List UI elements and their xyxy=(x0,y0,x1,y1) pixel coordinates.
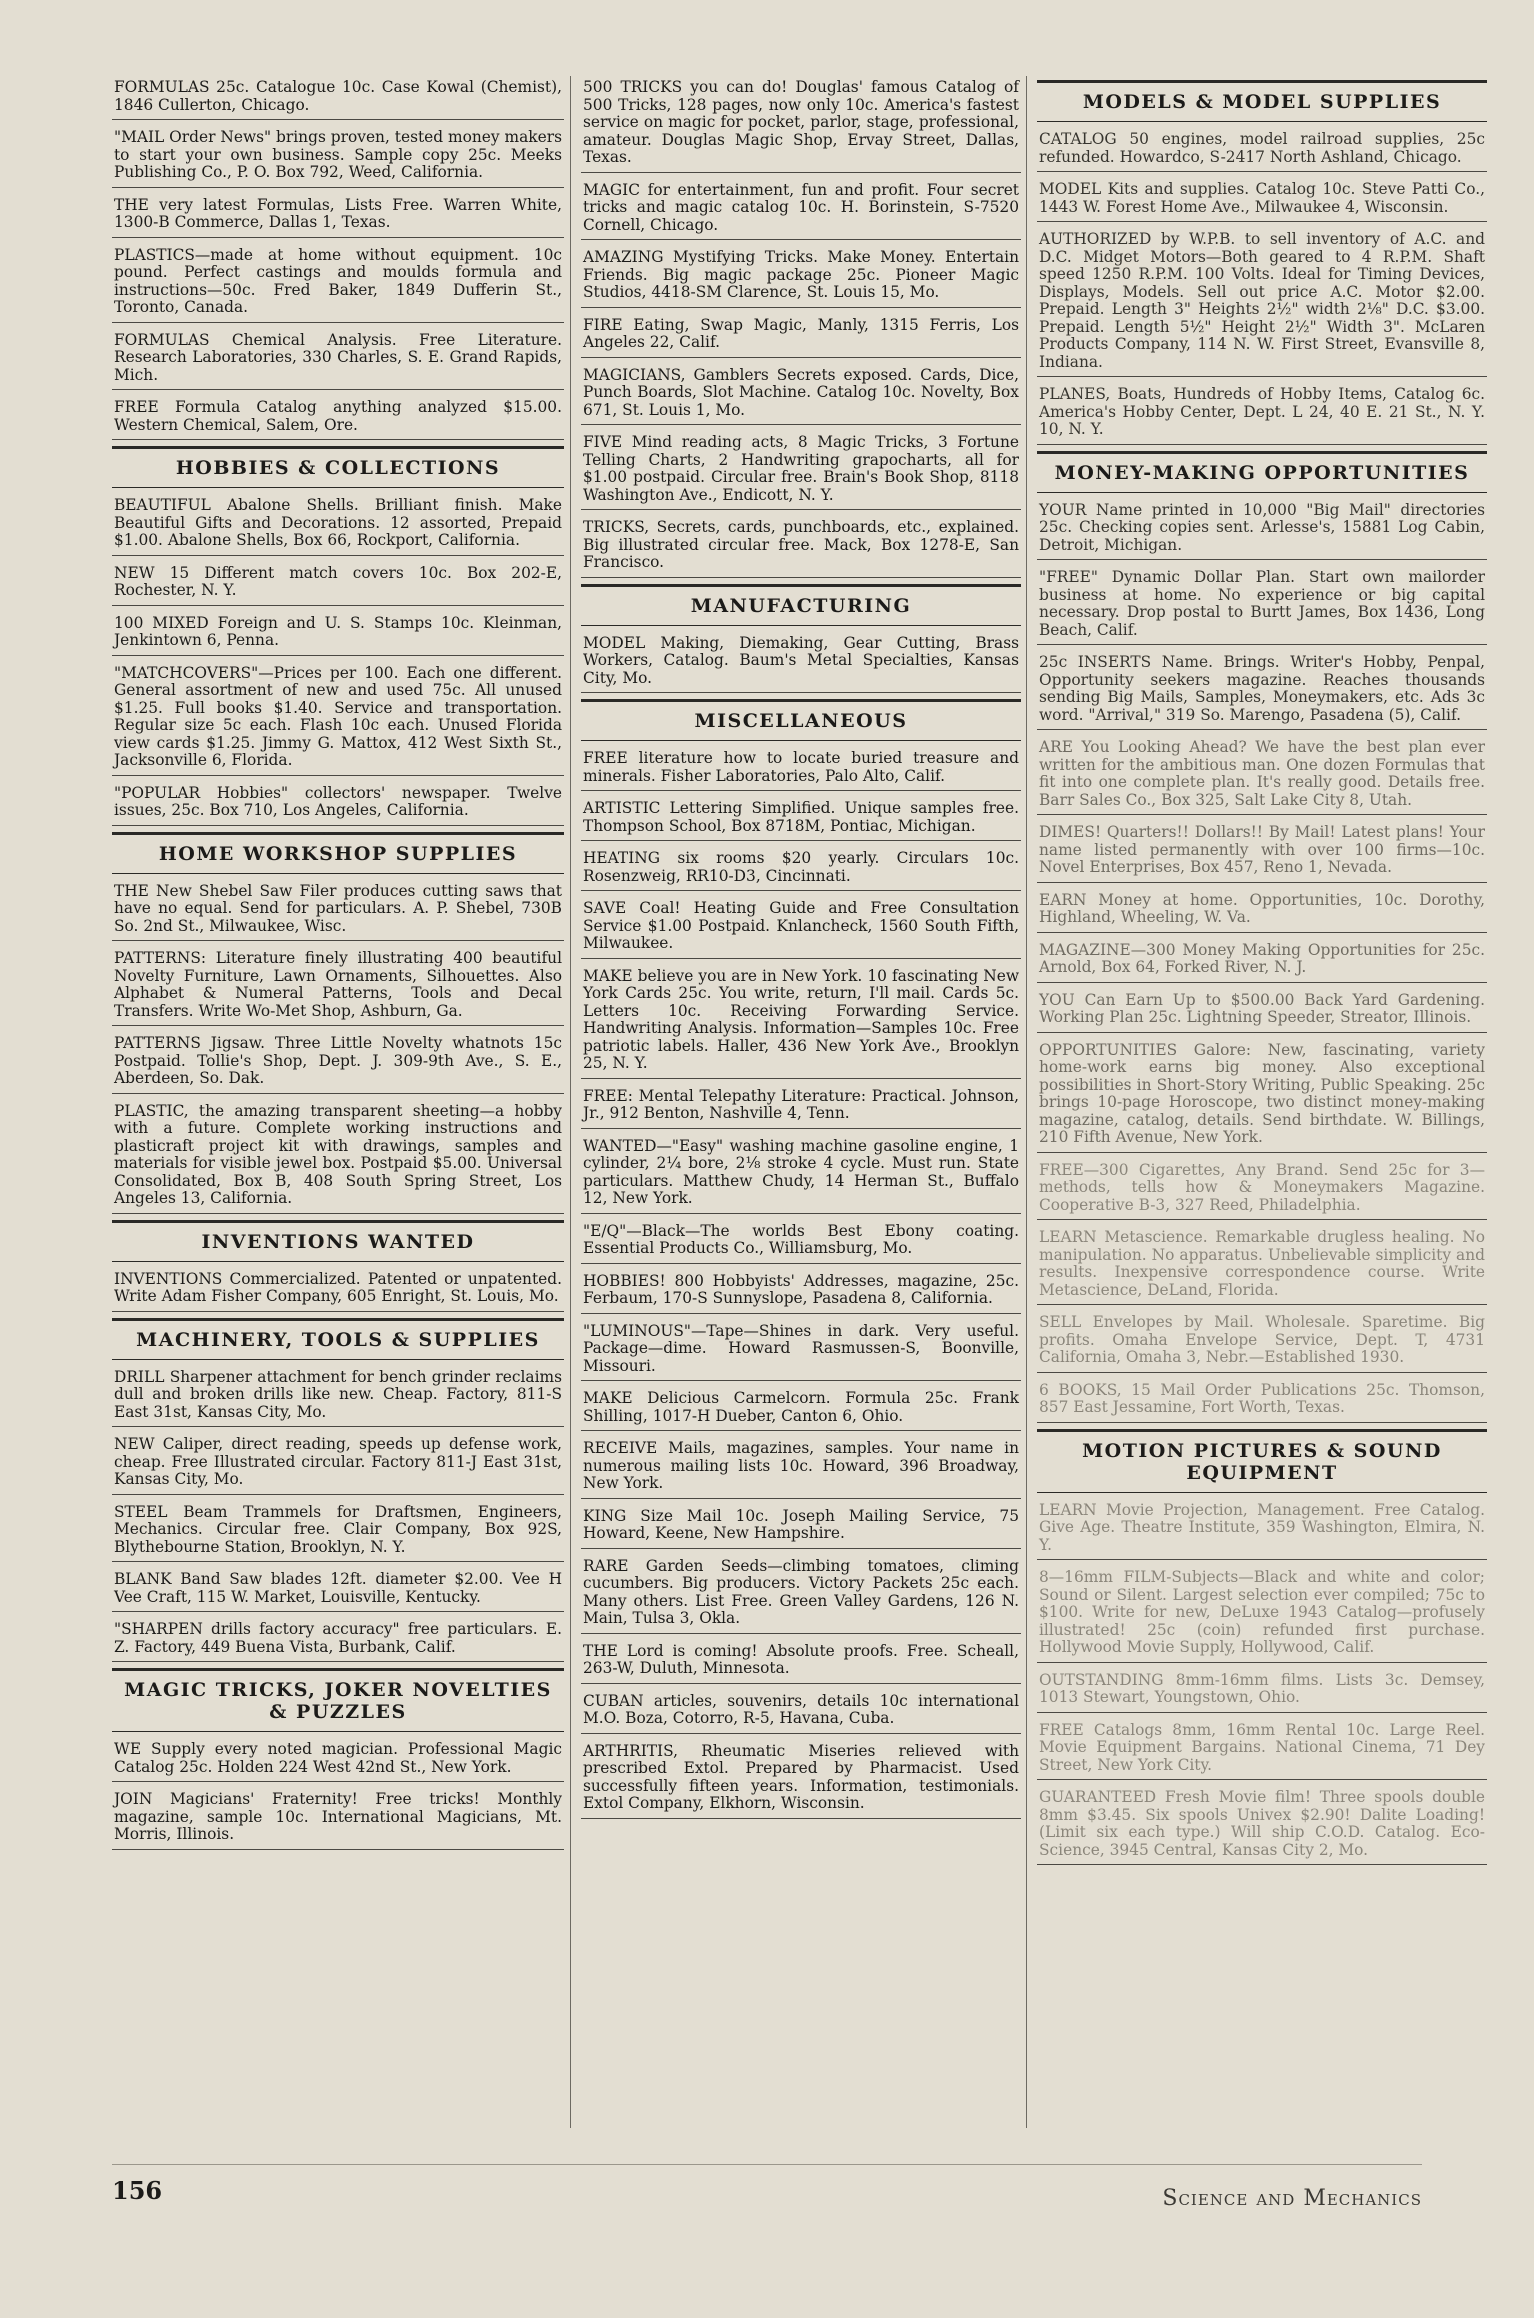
classified-ad: FREE Formula Catalog anything analyzed $15.00. Western Chemical, Salem, Ore. xyxy=(112,396,564,440)
classified-ad: DIMES! Quarters!! Dollars!! By Mail! Latest plans! Your name listed permanently with over 100 firms—10c. Novel Enterprises, Box 457, Reno 1, Nevada. xyxy=(1037,821,1487,883)
classified-ad: YOUR Name printed in 10,000 "Big Mail" directories 25c. Checking copies sent. Arlesse's, 15881 Log Cabin, Detroit, Michigan. xyxy=(1037,499,1487,561)
classified-ad: "POPULAR Hobbies" collectors' newspaper. Twelve issues, 25c. Box 710, Los Angeles, California. xyxy=(112,782,564,826)
classified-ad: 6 BOOKS, 15 Mail Order Publications 25c. Thomson, 857 East Jessamine, Fort Worth, Texas. xyxy=(1037,1379,1487,1423)
classified-ad: PLANES, Boats, Hundreds of Hobby Items, Catalog 6c. America's Hobby Center, Dept. L 24, 40 E. 21 St., N. Y. 10, N. Y. xyxy=(1037,383,1487,445)
classified-ad: RARE Garden Seeds—climbing tomatoes, climing cucumbers. Big producers. Victory Packets 25c each. Many others. List Free. Green Valley Gardens, 126 N. Main, Tulsa 3, Okla. xyxy=(581,1555,1021,1634)
classified-ad: INVENTIONS Commercialized. Patented or unpatented. Write Adam Fisher Company, 605 Enright, St. Louis, Mo. xyxy=(112,1268,564,1312)
classified-ad: MODEL Making, Diemaking, Gear Cutting, Brass Workers, Catalog. Baum's Metal Specialties, Kansas City, Mo. xyxy=(581,632,1021,694)
classified-ad: MAKE Delicious Carmelcorn. Formula 25c. Frank Shilling, 1017-H Dueber, Canton 6, Ohio. xyxy=(581,1387,1021,1431)
column-left xyxy=(112,76,564,2128)
classified-ad: PATTERNS: Literature finely illustrating 400 beautiful Novelty Furniture, Lawn Ornaments, Silhouettes. Also Alphabet & Numeral Patterns, Tools and Decal Transfers. Write Wo-Met Shop, Ashburn, Ga. xyxy=(112,947,564,1026)
column-middle xyxy=(570,76,1021,2128)
classified-ad: STEEL Beam Trammels for Draftsmen, Engineers, Mechanics. Circular free. Clair Company, Box 92S, Blythebourne Station, Brooklyn, N. Y. xyxy=(112,1501,564,1563)
classified-ad: JOIN Magicians' Fraternity! Free tricks! Monthly magazine, sample 10c. International Magicians, Mt. Morris, Illinois. xyxy=(112,1788,564,1850)
classified-ad: DRILL Sharpener attachment for bench grinder reclaims dull and broken drills like new. Cheap. Factory, 811-S East 31st, Kansas City, Mo. xyxy=(112,1366,564,1428)
classified-ad: MAKE believe you are in New York. 10 fascinating New York Cards 25c. You write, return, I'll mail. Cards 5c. Letters 10c. Receiving Forwarding Service. Handwriting Analysis. Information—Samples 10c. Free patriotic labels. Haller, 436 New York Ave., Brooklyn 25, N. Y. xyxy=(581,965,1021,1079)
section-heading: HOME WORKSHOP SUPPLIES xyxy=(112,832,564,874)
classified-ad: FREE—300 Cigarettes, Any Brand. Send 25c for 3—methods, tells how & Moneymakers Magazine. Cooperative B-3, 327 Reed, Philadelphia. xyxy=(1037,1159,1487,1221)
section-heading: MANUFACTURING xyxy=(581,584,1021,626)
classified-ad: HOBBIES! 800 Hobbyists' Addresses, magazine, 25c. Ferbaum, 170-S Sunnyslope, Pasadena 8, California. xyxy=(581,1270,1021,1314)
classified-ad: WANTED—"Easy" washing machine gasoline engine, 1 cylinder, 2¼ bore, 2⅛ stroke 4 cycle. Must run. State particulars. Matthew Chudy, 14 Herman St., Buffalo 12, New York. xyxy=(581,1135,1021,1214)
classified-ad: PLASTIC, the amazing transparent sheeting—a hobby with a future. Complete working instructions and plasticraft project kit with drawings, samples and materials for visible jewel box. Postpaid $5.00. Universal Consolidated, Box B, 408 South Spring Street, Los Angeles 13, California. xyxy=(112,1100,564,1214)
classified-ad: TRICKS, Secrets, cards, punchboards, etc., explained. Big illustrated circular free. Mack, Box 1278-E, San Francisco. xyxy=(581,516,1021,578)
classified-ad: FREE Catalogs 8mm, 16mm Rental 10c. Large Reel. Movie Equipment Bargains. National Cinema, 71 Dey Street, New York City. xyxy=(1037,1719,1487,1781)
classified-ad: FORMULAS 25c. Catalogue 10c. Case Kowal (Chemist), 1846 Cullerton, Chicago. xyxy=(112,76,564,120)
section-heading: MAGIC TRICKS, JOKER NOVELTIES & PUZZLES xyxy=(112,1668,564,1732)
classified-ad: FIRE Eating, Swap Magic, Manly, 1315 Ferris, Los Angeles 22, Calif. xyxy=(581,314,1021,358)
classified-ad: MODEL Kits and supplies. Catalog 10c. Steve Patti Co., 1443 W. Forest Home Ave., Milwaukee 4, Wisconsin. xyxy=(1037,178,1487,222)
classified-ad: LEARN Movie Projection, Management. Free Catalog. Give Age. Theatre Institute, 359 Washington, Elmira, N. Y. xyxy=(1037,1499,1487,1561)
classified-ad: PATTERNS Jigsaw. Three Little Novelty whatnots 15c Postpaid. Tollie's Shop, Dept. J. 309-9th Ave., S. E., Aberdeen, So. Dak. xyxy=(112,1032,564,1094)
classified-ad: "FREE" Dynamic Dollar Plan. Start own mailorder business at home. No experience or big capital necessary. Drop postal to Burtt James, Box 1436, Long Beach, Calif. xyxy=(1037,566,1487,645)
classified-ad: THE very latest Formulas, Lists Free. Warren White, 1300-B Commerce, Dallas 1, Texas. xyxy=(112,194,564,238)
classified-ad: BLANK Band Saw blades 12ft. diameter $2.00. Vee H Vee Craft, 115 W. Market, Louisville, Kentucky. xyxy=(112,1568,564,1612)
classified-ad: NEW 15 Different match covers 10c. Box 202-E, Rochester, N. Y. xyxy=(112,562,564,606)
classified-ad: THE New Shebel Saw Filer produces cutting saws that have no equal. Send for particulars. A. P. Shebel, 730B So. 2nd St., Milwaukee, Wisc. xyxy=(112,880,564,942)
classified-ad: LEARN Metascience. Remarkable drugless healing. No manipulation. No apparatus. Unbelievable simplicity and results. Inexpensive correspondence course. Write Metascience, DeLand, Florida. xyxy=(1037,1226,1487,1305)
classified-ad: SELL Envelopes by Mail. Wholesale. Sparetime. Big profits. Omaha Envelope Service, Dept. T, 4731 California, Omaha 3, Nebr.—Established 1930. xyxy=(1037,1311,1487,1373)
classified-ad: RECEIVE Mails, magazines, samples. Your name in numerous mailing lists 10c. Howard, 396 Broadway, New York. xyxy=(581,1437,1021,1499)
classified-ad: "E/Q"—Black—The worlds Best Ebony coating. Essential Products Co., Williamsburg, Mo. xyxy=(581,1220,1021,1264)
classified-ad: MAGAZINE—300 Money Making Opportunities for 25c. Arnold, Box 64, Forked River, N. J. xyxy=(1037,939,1487,983)
classified-ad: EARN Money at home. Opportunities, 10c. Dorothy, Highland, Wheeling, W. Va. xyxy=(1037,889,1487,933)
magazine-title: Science and Mechanics xyxy=(1162,2186,1422,2211)
classified-ad: NEW Caliper, direct reading, speeds up defense work, cheap. Free Illustrated circular. Factory 811-J East 31st, Kansas City, Mo. xyxy=(112,1433,564,1495)
classified-ad: ARTISTIC Lettering Simplified. Unique samples free. Thompson School, Box 8718M, Pontiac, Michigan. xyxy=(581,797,1021,841)
classified-ad: 500 TRICKS you can do! Douglas' famous Catalog of 500 Tricks, 128 pages, now only 10c. America's fastest service on magic for pocket, parlor, stage, professional, amateur. Douglas Magic Shop, Ervay Street, Dallas, Texas. xyxy=(581,76,1021,173)
classified-ad: "SHARPEN drills factory accuracy" free particulars. E. Z. Factory, 449 Buena Vista, Burbank, Calif. xyxy=(112,1618,564,1662)
classified-ad: GUARANTEED Fresh Movie film! Three spools double 8mm $3.45. Six spools Univex $2.90! Dalite Loading! (Limit six each type.) Will ship C.O.D. Catalog. Eco-Science, 3945 Central, Kansas City 2, Mo. xyxy=(1037,1786,1487,1865)
section-heading: HOBBIES & COLLECTIONS xyxy=(112,446,564,488)
section-heading: MOTION PICTURES & SOUND EQUIPMENT xyxy=(1037,1429,1487,1493)
classified-ad: ARE You Looking Ahead? We have the best plan ever written for the ambitious man. One dozen Formulas that fit into one complete plan. It's really good. Details free. Barr Sales Co., Box 325, Salt Lake City 8, Utah. xyxy=(1037,736,1487,815)
classified-ad: HEATING six rooms $20 yearly. Circulars 10c. Rosenzweig, RR10-D3, Cincinnati. xyxy=(581,847,1021,891)
classified-ad: "MAIL Order News" brings proven, tested money makers to start your own business. Sample copy 25c. Meeks Publishing Co., P. O. Box 792, Weed, California. xyxy=(112,126,564,188)
classified-ad: MAGICIANS, Gamblers Secrets exposed. Cards, Dice, Punch Boards, Slot Machine. Catalog 10c. Novelty, Box 671, St. Louis 1, Mo. xyxy=(581,364,1021,426)
classified-ad: 8—16mm FILM-Subjects—Black and white and color; Sound or Silent. Largest selection ever compiled; 75c to $100. Write for new, DeLuxe 1943 Catalog—profusely illustrated! 25c (coin) refunded first purchase. Hollywood Movie Supply, Hollywood, Calif. xyxy=(1037,1566,1487,1663)
classified-ad: ARTHRITIS, Rheumatic Miseries relieved with prescribed Extol. Prepared by Pharmacist. Used successfully fifteen years. Information, testimonials. Extol Company, Elkhorn, Wisconsin. xyxy=(581,1740,1021,1819)
classified-ad: FREE literature how to locate buried treasure and minerals. Fisher Laboratories, Palo Alto, Calif. xyxy=(581,747,1021,791)
section-heading: INVENTIONS WANTED xyxy=(112,1220,564,1262)
classified-ad: MAGIC for entertainment, fun and profit. Four secret tricks and magic catalog 10c. H. Borinstein, S-7520 Cornell, Chicago. xyxy=(581,179,1021,241)
classified-ad: "LUMINOUS"—Tape—Shines in dark. Very useful. Package—dime. Howard Rasmussen-S, Boonville, Missouri. xyxy=(581,1320,1021,1382)
page-number: 156 xyxy=(112,2176,163,2205)
section-heading: MISCELLANEOUS xyxy=(581,699,1021,741)
classified-ad: KING Size Mail 10c. Joseph Mailing Service, 75 Howard, Keene, New Hampshire. xyxy=(581,1505,1021,1549)
classified-ad: YOU Can Earn Up to $500.00 Back Yard Gardening. Working Plan 25c. Lightning Speeder, Streator, Illinois. xyxy=(1037,989,1487,1033)
section-heading: MONEY-MAKING OPPORTUNITIES xyxy=(1037,451,1487,493)
classified-ad: CATALOG 50 engines, model railroad supplies, 25c refunded. Howardco, S-2417 North Ashland, Chicago. xyxy=(1037,128,1487,172)
classified-ad: WE Supply every noted magician. Professional Magic Catalog 25c. Holden 224 West 42nd St., New York. xyxy=(112,1738,564,1782)
classified-ad: SAVE Coal! Heating Guide and Free Consultation Service $1.00 Postpaid. Knlancheck, 1560 South Fifth, Milwaukee. xyxy=(581,897,1021,959)
column-right xyxy=(1026,76,1487,2128)
classified-ad: CUBAN articles, souvenirs, details 10c international M.O. Boza, Cotorro, R-5, Havana, Cuba. xyxy=(581,1690,1021,1734)
footer-rule xyxy=(112,2164,1422,2165)
classified-ad: AUTHORIZED by W.P.B. to sell inventory of A.C. and D.C. Midget Motors—Both geared to 4 R.P.M. Shaft speed 1250 R.P.M. 100 Volts. Ideal for Timing Devices, Displays, Models. Sell out price A.C. Motor $2.00. Prepaid. Length 3" Heights 2½" width 2⅛" D.C. $3.00. Prepaid. Length 5½" Height 2½" Width 3". McLaren Products Company, 114 N. W. First Street, Evansville 8, Indiana. xyxy=(1037,228,1487,377)
classified-ad: FORMULAS Chemical Analysis. Free Literature. Research Laboratories, 330 Charles, S. E. Grand Rapids, Mich. xyxy=(112,329,564,391)
classified-ad: BEAUTIFUL Abalone Shells. Brilliant finish. Make Beautiful Gifts and Decorations. 12 assorted, Prepaid $1.00. Abalone Shells, Box 66, Rockport, California. xyxy=(112,494,564,556)
classified-ad: 25c INSERTS Name. Brings. Writer's Hobby, Penpal, Opportunity seekers magazine. Reaches thousands sending Big Mails, Samples, Moneymakers, etc. Ads 3c word. "Arrival," 319 So. Marengo, Pasadena (5), Calif. xyxy=(1037,651,1487,730)
classified-ad: FREE: Mental Telepathy Literature: Practical. Johnson, Jr., 912 Benton, Nashville 4, Tenn. xyxy=(581,1085,1021,1129)
classified-ad: 100 MIXED Foreign and U. S. Stamps 10c. Kleinman, Jenkintown 6, Penna. xyxy=(112,612,564,656)
classified-ad: AMAZING Mystifying Tricks. Make Money. Entertain Friends. Big magic package 25c. Pioneer Magic Studios, 4418-SM Clarence, St. Louis 15, Mo. xyxy=(581,246,1021,308)
classified-ad: OUTSTANDING 8mm-16mm films. Lists 3c. Demsey, 1013 Stewart, Youngstown, Ohio. xyxy=(1037,1669,1487,1713)
classified-ad: FIVE Mind reading acts, 8 Magic Tricks, 3 Fortune Telling Charts, 2 Handwriting grapocharts, all for $1.00 postpaid. Circular free. Brain's Book Shop, 8118 Washington Ave., Endicott, N. Y. xyxy=(581,431,1021,510)
classified-ad: THE Lord is coming! Absolute proofs. Free. Scheall, 263-W, Duluth, Minnesota. xyxy=(581,1640,1021,1684)
section-heading: MODELS & MODEL SUPPLIES xyxy=(1037,80,1487,122)
section-heading: MACHINERY, TOOLS & SUPPLIES xyxy=(112,1318,564,1360)
classified-ad: OPPORTUNITIES Galore: New, fascinating, variety home-work earns big money. Also exceptional possibilities in Short-Story Writing, Public Speaking. 25c brings 10-page Horoscope, two distinct money-making magazine, catalog, details. Send birthdate. W. Billings, 210 Fifth Avenue, New York. xyxy=(1037,1039,1487,1153)
classified-ad: PLASTICS—made at home without equipment. 10c pound. Perfect castings and moulds formula and instructions—50c. Fred Baker, 1849 Dufferin St., Toronto, Canada. xyxy=(112,244,564,323)
classified-ad: "MATCHCOVERS"—Prices per 100. Each one different. General assortment of new and used 75c. All unused $1.25. Full books $1.40. Service and transportation. Regular size 5c each. Flash 10c each. Unused Florida view cards $1.25. Jimmy G. Mattox, 412 West Sixth St., Jacksonville 6, Florida. xyxy=(112,662,564,776)
